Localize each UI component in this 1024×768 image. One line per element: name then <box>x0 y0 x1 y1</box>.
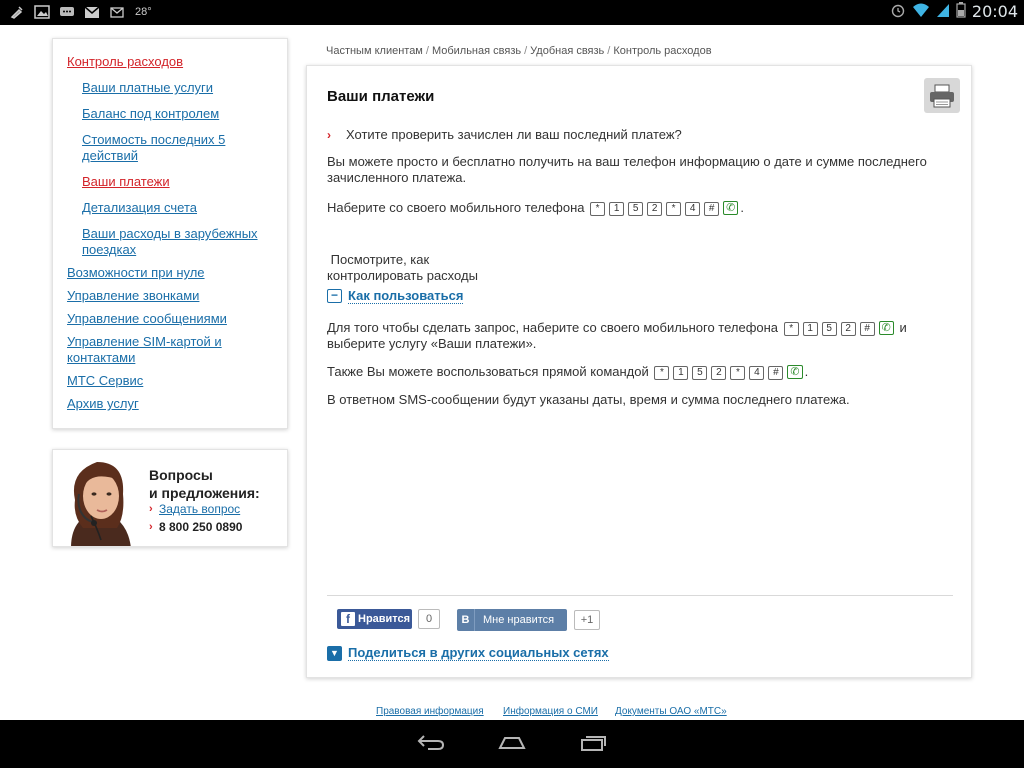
direct-command-paragraph <box>327 364 947 380</box>
footer-media-info-link[interactable]: Информация о СМИ <box>503 706 598 717</box>
ask-question-label: Задать вопрос <box>159 502 241 516</box>
request-line2: выберите услугу «Ваши платежи». <box>327 336 537 351</box>
call-key-icon: ✆ <box>879 321 894 335</box>
vk-like-count: +1 <box>574 610 600 630</box>
key-5: 5 <box>628 202 643 216</box>
print-button[interactable] <box>924 78 960 113</box>
facebook-like-button[interactable] <box>337 609 412 629</box>
how-to-use-label: Как пользоваться <box>348 288 464 303</box>
breadcrumb-mobile[interactable]: Мобильная связь <box>431 45 522 57</box>
breadcrumb-private-clients[interactable]: Частным клиентам <box>326 45 423 57</box>
sidebar-item-your-payments[interactable]: Ваши платежи <box>82 174 170 189</box>
sidebar-item-sim-management[interactable] <box>67 334 222 366</box>
wifi-icon <box>912 2 930 21</box>
facebook-like-count: 0 <box>418 609 440 629</box>
chevron-right-icon: › <box>327 128 331 142</box>
sidebar-item-label: Стоимость последних 5 <box>82 132 226 147</box>
chevron-down-icon: ▼ <box>327 646 342 661</box>
email-icon <box>108 4 125 20</box>
facebook-icon: f <box>341 612 355 626</box>
sidebar-item-expense-control[interactable]: Контроль расходов <box>67 54 184 69</box>
sidebar-menu <box>52 38 288 429</box>
divider <box>327 595 953 596</box>
key-4: 4 <box>685 202 700 216</box>
key-star: * <box>730 366 745 380</box>
chevron-right-icon: › <box>149 521 153 533</box>
call-key-icon: ✆ <box>787 365 802 379</box>
sidebar-item-label: контактами <box>67 350 136 365</box>
key-star: * <box>666 202 681 216</box>
recent-apps-button[interactable] <box>576 732 610 756</box>
sidebar-item-zero-balance[interactable]: Возможности при нуле <box>67 265 205 280</box>
support-operator-avatar <box>61 454 137 547</box>
clock: 20:04 <box>971 2 1018 21</box>
key-5: 5 <box>692 366 707 380</box>
sidebar-item-label: Ваши расходы в зарубежных <box>82 226 258 241</box>
back-button[interactable] <box>414 732 448 756</box>
breadcrumb-expense-control[interactable]: Контроль расходов <box>613 45 712 57</box>
key-2: 2 <box>647 202 662 216</box>
call-key-icon: ✆ <box>723 201 738 215</box>
intro-line: Вы можете просто и бесплатно получить на ваш телефон информацию о дате и сумме последнего <box>327 154 927 169</box>
key-star: * <box>590 202 605 216</box>
key-5: 5 <box>822 322 837 336</box>
sidebar-item-label: поездках <box>82 242 137 257</box>
see-how-text <box>327 252 947 284</box>
question-text: Хотите проверить зачислен ли ваш последний платеж? <box>346 127 682 142</box>
footer-legal-info-link[interactable]: Правовая информация <box>376 706 484 717</box>
key-hash: # <box>704 202 719 216</box>
dial-instruction <box>327 200 947 216</box>
breadcrumb-separator: / <box>607 45 611 57</box>
sidebar-item-mts-service[interactable]: МТС Сервис <box>67 373 144 388</box>
contact-title-line: Вопросы <box>149 467 213 483</box>
sidebar-item-services-archive[interactable]: Архив услуг <box>67 396 139 411</box>
intro-paragraph <box>327 154 947 186</box>
alarm-icon <box>890 2 906 21</box>
period: . <box>740 200 744 215</box>
chat-icon <box>58 4 75 20</box>
sidebar-item-message-management[interactable]: Управление сообщениями <box>67 311 227 326</box>
recent-apps-icon <box>578 732 608 752</box>
home-icon <box>497 732 527 752</box>
how-to-use-toggle[interactable] <box>327 288 463 303</box>
dial-prefix: Наберите со своего мобильного телефона <box>327 200 585 215</box>
android-status-bar <box>0 0 1024 25</box>
signal-icon <box>936 2 950 21</box>
android-navigation-bar <box>0 720 1024 768</box>
dial-code <box>652 364 804 379</box>
sidebar-item-balance-control[interactable]: Баланс под контролем <box>82 106 220 121</box>
intro-line: зачисленного платежа. <box>327 170 467 185</box>
sidebar-item-paid-services[interactable]: Ваши платные услуги <box>82 80 214 95</box>
key-hash: # <box>860 322 875 336</box>
sidebar-item-label: действий <box>82 148 138 163</box>
vk-like-button[interactable] <box>457 609 567 631</box>
system-icons <box>890 2 1018 21</box>
key-1: 1 <box>673 366 688 380</box>
ask-question-link[interactable] <box>149 502 240 516</box>
page-title: Ваши платежи <box>327 88 435 105</box>
see-line: Посмотрите, как <box>330 252 430 267</box>
printer-icon <box>928 83 956 109</box>
support-phone-number: 8 800 250 0890 <box>159 520 243 534</box>
period: . <box>804 364 809 379</box>
vk-like-label: Мне нравится <box>483 614 555 626</box>
image-icon <box>33 4 50 20</box>
key-2: 2 <box>711 366 726 380</box>
key-1: 1 <box>609 202 624 216</box>
battery-icon <box>956 2 966 21</box>
facebook-like-label: Нравится <box>358 613 411 625</box>
breadcrumb <box>326 45 712 57</box>
weather-temperature: 28° <box>135 6 152 18</box>
sidebar-item-abroad-expenses[interactable] <box>82 226 258 258</box>
key-hash: # <box>768 366 783 380</box>
contact-title-line: и предложения: <box>149 485 260 501</box>
gmail-icon <box>83 4 100 20</box>
minus-icon: − <box>327 289 342 303</box>
key-star: * <box>654 366 669 380</box>
request-prefix: Для того чтобы сделать запрос, наберите со своего мобильного телефона <box>327 320 779 335</box>
question-line <box>327 127 682 142</box>
footer-documents-link[interactable]: Документы ОАО «МТС» <box>615 706 727 717</box>
breadcrumb-separator: / <box>425 45 429 57</box>
home-button[interactable] <box>495 732 529 756</box>
sidebar-item-label: Управление SIM-картой и <box>67 334 222 349</box>
sidebar-item-last-actions-cost[interactable] <box>82 132 225 164</box>
dial-code <box>588 200 740 215</box>
sidebar-item-call-management[interactable]: Управление звонками <box>67 288 200 303</box>
key-1: 1 <box>803 322 818 336</box>
share-label: Поделиться в других социальных сетях <box>348 645 609 660</box>
request-suffix: и <box>899 320 907 335</box>
contact-title <box>149 466 285 502</box>
key-4: 4 <box>749 366 764 380</box>
key-2: 2 <box>841 322 856 336</box>
vk-icon: В <box>457 609 475 631</box>
breadcrumb-convenient-connection[interactable]: Удобная связь <box>530 45 605 57</box>
sms-paragraph: В ответном SMS-сообщении будут указаны даты, время и сумма последнего платежа. <box>327 392 850 407</box>
support-phone <box>149 520 242 534</box>
notification-icons <box>8 4 152 20</box>
sidebar-item-account-details[interactable]: Детализация счета <box>82 200 198 215</box>
contact-panel <box>52 449 288 547</box>
chevron-right-icon: › <box>149 503 153 515</box>
usb-debug-icon <box>8 4 25 20</box>
dial-code <box>782 320 896 335</box>
see-line: контролировать расходы <box>327 268 478 283</box>
request-paragraph <box>327 320 947 352</box>
direct-prefix: Также Вы можете воспользоваться прямой командой <box>327 364 649 379</box>
share-other-networks-toggle[interactable] <box>327 645 609 660</box>
back-arrow-icon <box>416 732 446 752</box>
main-content-panel <box>306 65 972 678</box>
breadcrumb-separator: / <box>524 45 528 57</box>
key-star: * <box>784 322 799 336</box>
